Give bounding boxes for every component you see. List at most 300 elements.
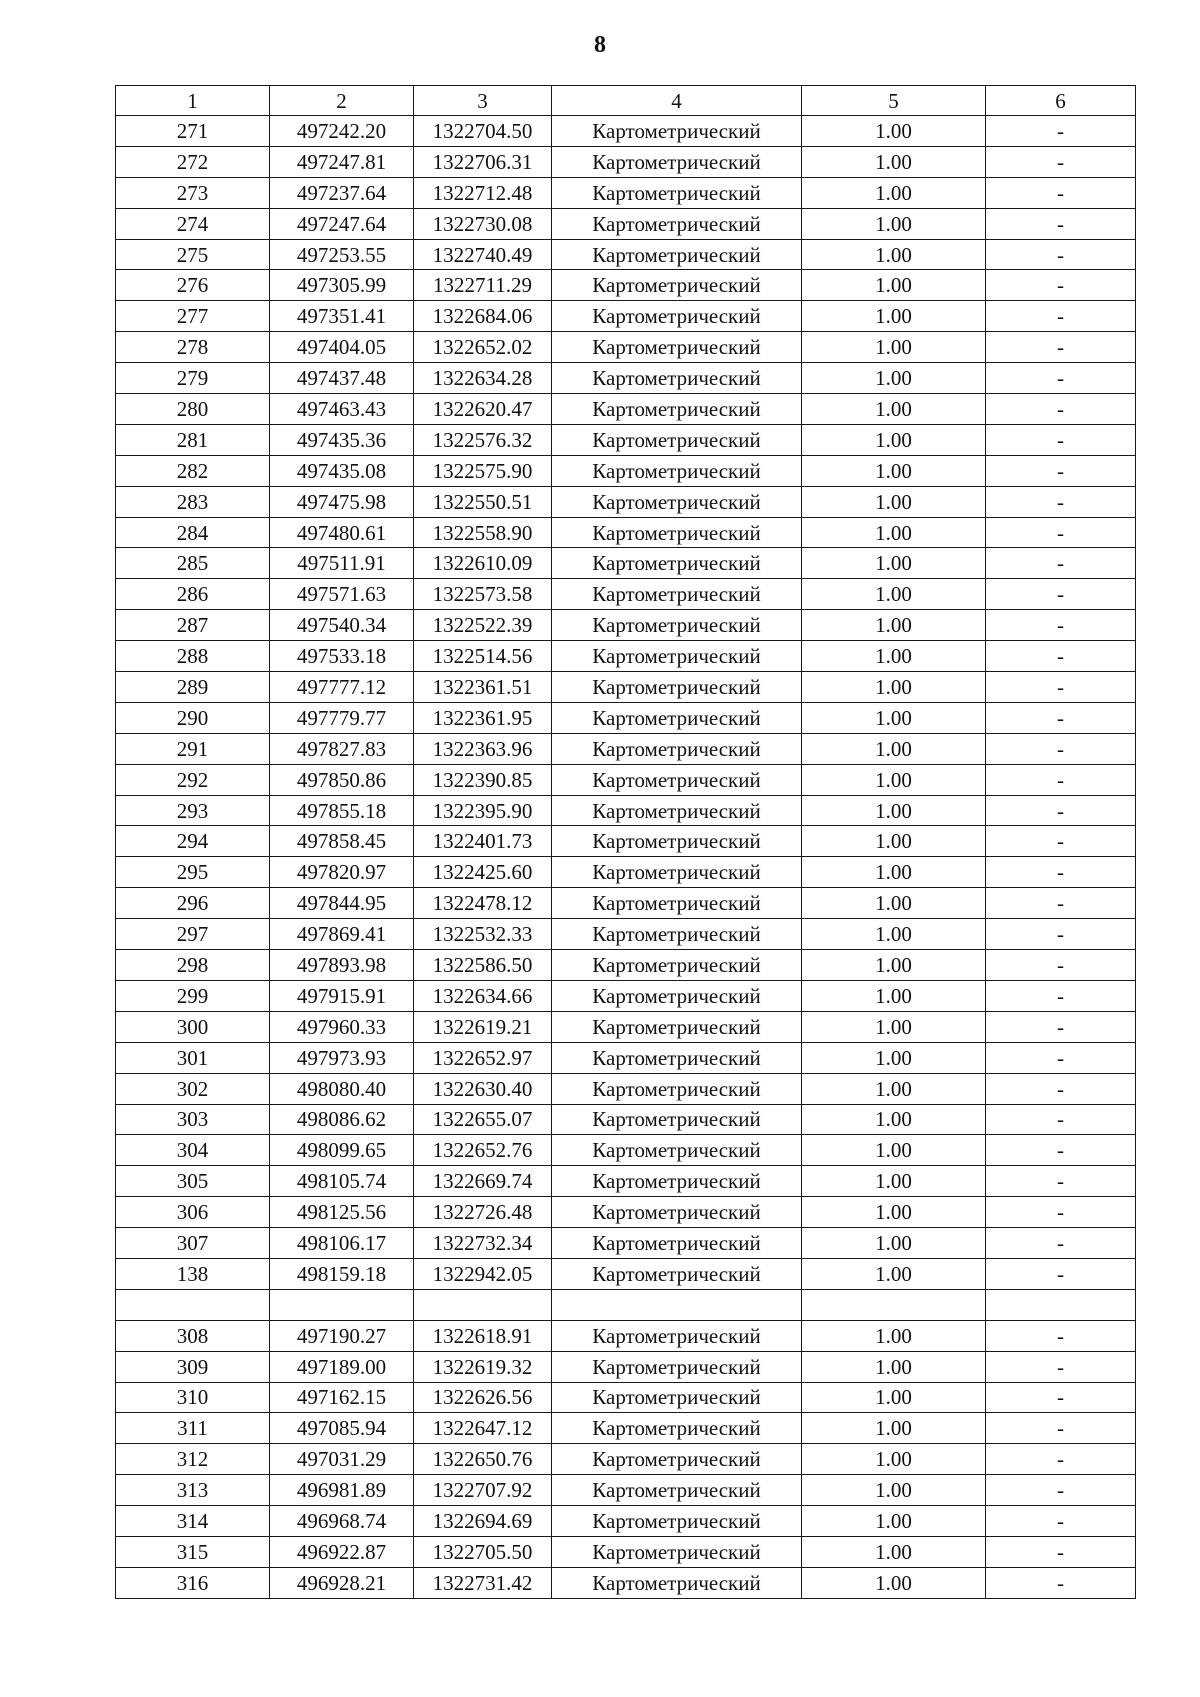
point-number-cell: 287	[116, 610, 270, 641]
point-number-cell: 304	[116, 1135, 270, 1166]
y-coordinate-cell: 1322361.95	[414, 702, 552, 733]
x-coordinate-cell: 497533.18	[270, 641, 414, 672]
method-cell: Картометрический	[552, 301, 802, 332]
point-number-cell: 281	[116, 424, 270, 455]
accuracy-cell: 1.00	[802, 1135, 986, 1166]
table-row	[116, 301, 1136, 332]
point-number-cell: 274	[116, 208, 270, 239]
accuracy-cell: 1.00	[802, 1073, 986, 1104]
method-cell: Картометрический	[552, 363, 802, 394]
point-number-cell: 294	[116, 826, 270, 857]
note-cell: -	[986, 826, 1136, 857]
column-header-3: 3	[414, 86, 552, 116]
method-cell: Картометрический	[552, 1166, 802, 1197]
table-row	[116, 394, 1136, 425]
x-coordinate-cell: 497869.41	[270, 919, 414, 950]
x-coordinate-cell: 497973.93	[270, 1042, 414, 1073]
y-coordinate-cell: 1322401.73	[414, 826, 552, 857]
method-cell: Картометрический	[552, 672, 802, 703]
point-number-cell: 272	[116, 146, 270, 177]
point-number-cell: 289	[116, 672, 270, 703]
point-number-cell: 306	[116, 1197, 270, 1228]
method-cell: Картометрический	[552, 1413, 802, 1444]
accuracy-cell: 1.00	[802, 980, 986, 1011]
method-cell: Картометрический	[552, 950, 802, 981]
x-coordinate-cell: 496928.21	[270, 1567, 414, 1598]
point-number-cell: 275	[116, 239, 270, 270]
note-cell: -	[986, 919, 1136, 950]
note-cell: -	[986, 672, 1136, 703]
table-row	[116, 1351, 1136, 1382]
point-number-cell: 296	[116, 888, 270, 919]
y-coordinate-cell: 1322363.96	[414, 733, 552, 764]
y-coordinate-cell: 1322618.91	[414, 1320, 552, 1351]
point-number-cell: 312	[116, 1444, 270, 1475]
table-row	[116, 857, 1136, 888]
x-coordinate-cell: 497463.43	[270, 394, 414, 425]
point-number-cell: 302	[116, 1073, 270, 1104]
table-row	[116, 332, 1136, 363]
point-number-cell: 279	[116, 363, 270, 394]
note-cell: -	[986, 1382, 1136, 1413]
x-coordinate-cell: 497511.91	[270, 548, 414, 579]
table-row	[116, 919, 1136, 950]
method-cell: Картометрический	[552, 1042, 802, 1073]
point-number-cell: 315	[116, 1536, 270, 1567]
y-coordinate-cell: 1322652.76	[414, 1135, 552, 1166]
y-coordinate-cell: 1322707.92	[414, 1475, 552, 1506]
point-number-cell: 293	[116, 795, 270, 826]
note-cell: -	[986, 1011, 1136, 1042]
method-cell: Картометрический	[552, 394, 802, 425]
point-number-cell: 298	[116, 950, 270, 981]
table-row	[116, 1104, 1136, 1135]
point-number-cell: 282	[116, 455, 270, 486]
accuracy-cell: 1.00	[802, 641, 986, 672]
accuracy-cell: 1.00	[802, 1104, 986, 1135]
x-coordinate-cell: 497305.99	[270, 270, 414, 301]
point-number-cell: 292	[116, 764, 270, 795]
method-cell: Картометрический	[552, 1382, 802, 1413]
method-cell: Картометрический	[552, 1475, 802, 1506]
method-cell: Картометрический	[552, 610, 802, 641]
table-row	[116, 826, 1136, 857]
y-coordinate-cell: 1322586.50	[414, 950, 552, 981]
note-cell: -	[986, 1475, 1136, 1506]
y-coordinate-cell: 1322630.40	[414, 1073, 552, 1104]
table-row	[116, 1073, 1136, 1104]
note-cell: -	[986, 795, 1136, 826]
method-cell: Картометрический	[552, 1135, 802, 1166]
accuracy-cell: 1.00	[802, 517, 986, 548]
x-coordinate-cell: 497242.20	[270, 116, 414, 147]
note-cell: -	[986, 950, 1136, 981]
table-row	[116, 486, 1136, 517]
x-coordinate-cell: 497850.86	[270, 764, 414, 795]
accuracy-cell: 1.00	[802, 579, 986, 610]
y-coordinate-cell: 1322610.09	[414, 548, 552, 579]
y-coordinate-cell: 1322425.60	[414, 857, 552, 888]
x-coordinate-cell: 498099.65	[270, 1135, 414, 1166]
table-row	[116, 1382, 1136, 1413]
x-coordinate-cell: 497435.36	[270, 424, 414, 455]
accuracy-cell: 1.00	[802, 950, 986, 981]
method-cell: Картометрический	[552, 1320, 802, 1351]
y-coordinate-cell: 1322634.28	[414, 363, 552, 394]
y-coordinate-cell: 1322575.90	[414, 455, 552, 486]
accuracy-cell: 1.00	[802, 1475, 986, 1506]
table-row	[116, 888, 1136, 919]
table-row	[116, 672, 1136, 703]
point-number-cell: 299	[116, 980, 270, 1011]
note-cell: -	[986, 980, 1136, 1011]
y-coordinate-cell: 1322573.58	[414, 579, 552, 610]
x-coordinate-cell: 497190.27	[270, 1320, 414, 1351]
y-coordinate-cell: 1322634.66	[414, 980, 552, 1011]
y-coordinate-cell: 1322514.56	[414, 641, 552, 672]
point-number-cell: 280	[116, 394, 270, 425]
accuracy-cell: 1.00	[802, 1382, 986, 1413]
page-number: 8	[594, 32, 606, 58]
column-header-2: 2	[270, 86, 414, 116]
note-cell: -	[986, 1536, 1136, 1567]
y-coordinate-cell: 1322652.02	[414, 332, 552, 363]
point-number-cell: 283	[116, 486, 270, 517]
method-cell: Картометрический	[552, 1228, 802, 1259]
note-cell: -	[986, 146, 1136, 177]
table-row	[116, 1475, 1136, 1506]
accuracy-cell: 1.00	[802, 363, 986, 394]
table-row	[116, 702, 1136, 733]
accuracy-cell: 1.00	[802, 301, 986, 332]
accuracy-cell: 1.00	[802, 208, 986, 239]
table-row	[116, 1444, 1136, 1475]
method-cell: Картометрический	[552, 208, 802, 239]
table-row	[116, 641, 1136, 672]
note-cell: -	[986, 1104, 1136, 1135]
method-cell: Картометрический	[552, 116, 802, 147]
table-row	[116, 980, 1136, 1011]
accuracy-cell: 1.00	[802, 455, 986, 486]
accuracy-cell: 1.00	[802, 672, 986, 703]
note-cell: -	[986, 1073, 1136, 1104]
table-row	[116, 1197, 1136, 1228]
table-row	[116, 764, 1136, 795]
y-coordinate-cell: 1322619.21	[414, 1011, 552, 1042]
y-coordinate-cell: 1322576.32	[414, 424, 552, 455]
method-cell: Картометрический	[552, 486, 802, 517]
method-cell: Картометрический	[552, 733, 802, 764]
x-coordinate-cell: 497960.33	[270, 1011, 414, 1042]
accuracy-cell: 1.00	[802, 919, 986, 950]
accuracy-cell: 1.00	[802, 1011, 986, 1042]
y-coordinate-cell: 1322395.90	[414, 795, 552, 826]
table-row	[116, 610, 1136, 641]
y-coordinate-cell: 1322655.07	[414, 1104, 552, 1135]
x-coordinate-cell: 497085.94	[270, 1413, 414, 1444]
point-number-cell: 288	[116, 641, 270, 672]
point-number-cell: 300	[116, 1011, 270, 1042]
y-coordinate-cell: 1322558.90	[414, 517, 552, 548]
accuracy-cell: 1.00	[802, 1444, 986, 1475]
method-cell: Картометрический	[552, 702, 802, 733]
point-number-cell: 284	[116, 517, 270, 548]
point-number-cell: 313	[116, 1475, 270, 1506]
note-cell: -	[986, 1042, 1136, 1073]
method-cell: Картометрический	[552, 455, 802, 486]
note-cell: -	[986, 239, 1136, 270]
method-cell: Картометрический	[552, 332, 802, 363]
y-coordinate-cell: 1322522.39	[414, 610, 552, 641]
table-row	[116, 1413, 1136, 1444]
table-body	[116, 116, 1136, 1599]
x-coordinate-cell: 497779.77	[270, 702, 414, 733]
x-coordinate-cell: 497893.98	[270, 950, 414, 981]
point-number-cell: 310	[116, 1382, 270, 1413]
note-cell: -	[986, 610, 1136, 641]
note-cell: -	[986, 455, 1136, 486]
x-coordinate-cell: 497162.15	[270, 1382, 414, 1413]
point-number-cell: 309	[116, 1351, 270, 1382]
table-row	[116, 208, 1136, 239]
table-row	[116, 177, 1136, 208]
y-coordinate-cell: 1322684.06	[414, 301, 552, 332]
y-coordinate-cell: 1322626.56	[414, 1382, 552, 1413]
table-row	[116, 424, 1136, 455]
accuracy-cell: 1.00	[802, 486, 986, 517]
point-number-cell: 303	[116, 1104, 270, 1135]
point-number-cell: 277	[116, 301, 270, 332]
y-coordinate-cell: 1322706.31	[414, 146, 552, 177]
method-cell: Картометрический	[552, 548, 802, 579]
note-cell: -	[986, 332, 1136, 363]
x-coordinate-cell: 498080.40	[270, 1073, 414, 1104]
method-cell: Картометрический	[552, 795, 802, 826]
x-coordinate-cell: 497031.29	[270, 1444, 414, 1475]
x-coordinate-cell: 497253.55	[270, 239, 414, 270]
note-cell: -	[986, 486, 1136, 517]
x-coordinate-cell: 497237.64	[270, 177, 414, 208]
accuracy-cell: 1.00	[802, 1258, 986, 1289]
y-coordinate-cell: 1322620.47	[414, 394, 552, 425]
point-number-cell: 301	[116, 1042, 270, 1073]
point-number-cell: 276	[116, 270, 270, 301]
table-row	[116, 363, 1136, 394]
method-cell: Картометрический	[552, 1536, 802, 1567]
point-number-cell: 273	[116, 177, 270, 208]
method-cell: Картометрический	[552, 1011, 802, 1042]
x-coordinate-cell: 497820.97	[270, 857, 414, 888]
table-row	[116, 1228, 1136, 1259]
x-coordinate-cell: 497844.95	[270, 888, 414, 919]
note-cell: -	[986, 702, 1136, 733]
table-row	[116, 1320, 1136, 1351]
note-cell: -	[986, 1444, 1136, 1475]
accuracy-cell: 1.00	[802, 394, 986, 425]
table-row	[116, 1166, 1136, 1197]
table-row	[116, 1258, 1136, 1289]
note-cell: -	[986, 1351, 1136, 1382]
x-coordinate-cell: 498105.74	[270, 1166, 414, 1197]
table-row	[116, 517, 1136, 548]
table-row	[116, 116, 1136, 147]
x-coordinate-cell: 497915.91	[270, 980, 414, 1011]
x-coordinate-cell: 497571.63	[270, 579, 414, 610]
table-row	[116, 1042, 1136, 1073]
note-cell: -	[986, 1567, 1136, 1598]
method-cell: Картометрический	[552, 764, 802, 795]
table-row	[116, 1289, 1136, 1320]
x-coordinate-cell: 497435.08	[270, 455, 414, 486]
accuracy-cell: 1.00	[802, 332, 986, 363]
x-coordinate-cell: 497480.61	[270, 517, 414, 548]
table-row	[116, 795, 1136, 826]
point-number-cell: 314	[116, 1506, 270, 1537]
x-coordinate-cell: 497475.98	[270, 486, 414, 517]
x-coordinate-cell: 496981.89	[270, 1475, 414, 1506]
accuracy-cell: 1.00	[802, 795, 986, 826]
x-coordinate-cell: 496922.87	[270, 1536, 414, 1567]
method-cell: Картометрический	[552, 1351, 802, 1382]
x-coordinate-cell: 497540.34	[270, 610, 414, 641]
accuracy-cell: 1.00	[802, 1166, 986, 1197]
x-coordinate-cell: 497855.18	[270, 795, 414, 826]
accuracy-cell: 1.00	[802, 1413, 986, 1444]
x-coordinate-cell: 497247.64	[270, 208, 414, 239]
column-header-5: 5	[802, 86, 986, 116]
y-coordinate-cell: 1322694.69	[414, 1506, 552, 1537]
accuracy-cell: 1.00	[802, 1351, 986, 1382]
table-row	[116, 1536, 1136, 1567]
note-cell: -	[986, 548, 1136, 579]
note-cell: -	[986, 1320, 1136, 1351]
note-cell: -	[986, 579, 1136, 610]
point-number-cell: 138	[116, 1258, 270, 1289]
table-row	[116, 1135, 1136, 1166]
table-row	[116, 455, 1136, 486]
method-cell: Картометрический	[552, 146, 802, 177]
x-coordinate-cell: 498106.17	[270, 1228, 414, 1259]
accuracy-cell: 1.00	[802, 1042, 986, 1073]
method-cell: Картометрический	[552, 1197, 802, 1228]
y-coordinate-cell: 1322740.49	[414, 239, 552, 270]
y-coordinate-cell: 1322704.50	[414, 116, 552, 147]
x-coordinate-cell: 497247.81	[270, 146, 414, 177]
accuracy-cell: 1.00	[802, 1536, 986, 1567]
method-cell: Картометрический	[552, 1258, 802, 1289]
y-coordinate-cell: 1322711.29	[414, 270, 552, 301]
note-cell: -	[986, 394, 1136, 425]
y-coordinate-cell: 1322726.48	[414, 1197, 552, 1228]
y-coordinate-cell: 1322390.85	[414, 764, 552, 795]
note-cell: -	[986, 270, 1136, 301]
y-coordinate-cell: 1322619.32	[414, 1351, 552, 1382]
point-number-cell: 308	[116, 1320, 270, 1351]
coordinates-table	[115, 85, 1136, 1599]
accuracy-cell	[802, 1289, 986, 1320]
x-coordinate-cell: 497189.00	[270, 1351, 414, 1382]
note-cell: -	[986, 1135, 1136, 1166]
point-number-cell: 278	[116, 332, 270, 363]
x-coordinate-cell: 497437.48	[270, 363, 414, 394]
point-number-cell	[116, 1289, 270, 1320]
method-cell: Картометрический	[552, 919, 802, 950]
accuracy-cell: 1.00	[802, 702, 986, 733]
note-cell: -	[986, 208, 1136, 239]
method-cell: Картометрический	[552, 1073, 802, 1104]
note-cell: -	[986, 1413, 1136, 1444]
point-number-cell: 297	[116, 919, 270, 950]
accuracy-cell: 1.00	[802, 1506, 986, 1537]
point-number-cell: 290	[116, 702, 270, 733]
accuracy-cell: 1.00	[802, 764, 986, 795]
accuracy-cell: 1.00	[802, 857, 986, 888]
note-cell: -	[986, 733, 1136, 764]
point-number-cell: 305	[116, 1166, 270, 1197]
note-cell: -	[986, 1228, 1136, 1259]
x-coordinate-cell: 497351.41	[270, 301, 414, 332]
x-coordinate-cell: 498125.56	[270, 1197, 414, 1228]
note-cell: -	[986, 517, 1136, 548]
column-header-1: 1	[116, 86, 270, 116]
method-cell: Картометрический	[552, 1567, 802, 1598]
y-coordinate-cell: 1322647.12	[414, 1413, 552, 1444]
x-coordinate-cell: 497404.05	[270, 332, 414, 363]
accuracy-cell: 1.00	[802, 116, 986, 147]
x-coordinate-cell	[270, 1289, 414, 1320]
table-row	[116, 1567, 1136, 1598]
method-cell: Картометрический	[552, 424, 802, 455]
method-cell: Картометрический	[552, 857, 802, 888]
method-cell: Картометрический	[552, 980, 802, 1011]
accuracy-cell: 1.00	[802, 548, 986, 579]
y-coordinate-cell: 1322705.50	[414, 1536, 552, 1567]
note-cell: -	[986, 857, 1136, 888]
y-coordinate-cell	[414, 1289, 552, 1320]
method-cell: Картометрический	[552, 1444, 802, 1475]
x-coordinate-cell: 497858.45	[270, 826, 414, 857]
accuracy-cell: 1.00	[802, 146, 986, 177]
table-row	[116, 1506, 1136, 1537]
note-cell: -	[986, 301, 1136, 332]
note-cell: -	[986, 363, 1136, 394]
table-row	[116, 270, 1136, 301]
method-cell	[552, 1289, 802, 1320]
accuracy-cell: 1.00	[802, 888, 986, 919]
point-number-cell: 307	[116, 1228, 270, 1259]
note-cell: -	[986, 424, 1136, 455]
note-cell: -	[986, 1166, 1136, 1197]
note-cell	[986, 1289, 1136, 1320]
method-cell: Картометрический	[552, 1104, 802, 1135]
x-coordinate-cell: 498159.18	[270, 1258, 414, 1289]
y-coordinate-cell: 1322732.34	[414, 1228, 552, 1259]
method-cell: Картометрический	[552, 826, 802, 857]
x-coordinate-cell: 497777.12	[270, 672, 414, 703]
method-cell: Картометрический	[552, 239, 802, 270]
method-cell: Картометрический	[552, 641, 802, 672]
method-cell: Картометрический	[552, 1506, 802, 1537]
method-cell: Картометрический	[552, 579, 802, 610]
method-cell: Картометрический	[552, 517, 802, 548]
note-cell: -	[986, 641, 1136, 672]
y-coordinate-cell: 1322712.48	[414, 177, 552, 208]
note-cell: -	[986, 1258, 1136, 1289]
table-row	[116, 579, 1136, 610]
method-cell: Картометрический	[552, 888, 802, 919]
accuracy-cell: 1.00	[802, 177, 986, 208]
point-number-cell: 295	[116, 857, 270, 888]
